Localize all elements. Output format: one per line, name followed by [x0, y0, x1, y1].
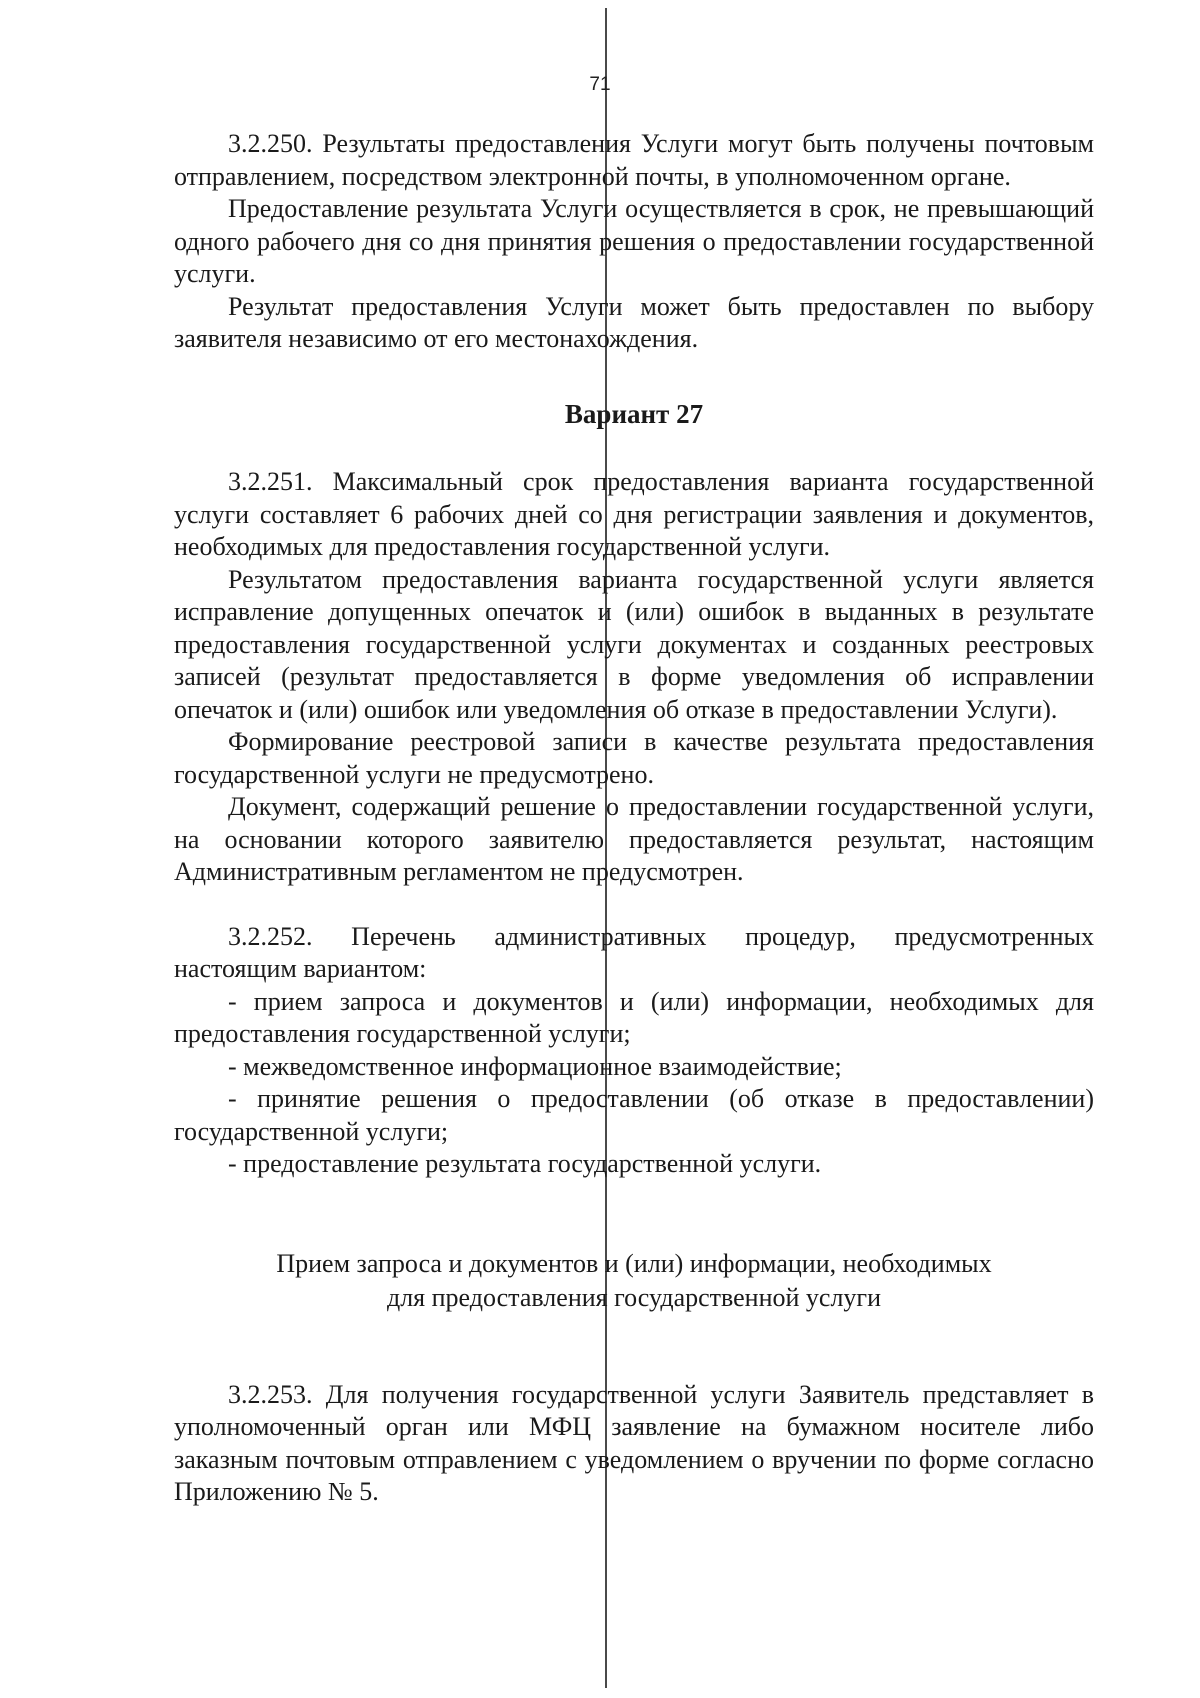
list-item: - принятие решения о предоставлении (об отказе в предоставлении) государственной услуги; [174, 1084, 1094, 1146]
page-number: 71 [589, 74, 611, 95]
subsection-heading-line-2: для предоставления государственной услуги [386, 1282, 882, 1312]
paragraph-result-term: Предоставление результата Услуги осуществляется в срок, не превышающий одного рабочего дня со дня принятия решения о предоставлении государственной услуги. [174, 194, 1094, 288]
list-item: - предоставление результата государственной услуги. [228, 1149, 822, 1178]
paragraph-registry-record: Формирование реестровой записи в качестве результата предоставления государственной услуги не предусмотрено. [174, 727, 1094, 789]
paragraph-3-2-251: 3.2.251. Максимальный срок предоставления варианта государственной услуги составляет 6 рабочих дней со дня регистрации заявления и документов, необходимых для предоставления государственной услуги. [174, 467, 1094, 561]
paragraph-result-choice: Результат предоставления Услуги может быть предоставлен по выбору заявителя независимо от его местонахождения. [174, 291, 1094, 353]
variant-heading: Вариант 27 [564, 398, 704, 429]
document-body [174, 128, 1094, 1509]
paragraph-variant-result: Результатом предоставления варианта государственной услуги является исправление допущенных опечаток и (или) ошибок в выданных в результате предоставления государственной услуги документах и созданных реестровых записей (результат предоставляется в форме уведомления об исправлении опечаток и (или) ошибок или уведомления об отказе в предоставлении Услуги). [174, 564, 1094, 724]
paragraph-decision-document: Документ, содержащий решение о предоставлении государственной услуги, на основании которого заявителю предоставляется результат, настоящим Административным регламентом не предусмотрен. [174, 792, 1094, 886]
subsection-heading-line-1: Прием запроса и документов и (или) информации, необходимых [276, 1248, 992, 1278]
list-item: - прием запроса и документов и (или) информации, необходимых для предоставления государственной услуги; [174, 986, 1094, 1048]
paragraph-3-2-253: 3.2.253. Для получения государственной услуги Заявитель представляет в уполномоченный орган или МФЦ заявление на бумажном носителе либо заказным почтовым отправлением с уведомлением о вручении по форме согласно Приложению № 5. [174, 1379, 1094, 1506]
list-item: - межведомственное информационное взаимодействие; [228, 1051, 842, 1081]
subsection-heading [234, 1247, 1034, 1315]
paragraph-3-2-250: 3.2.250. Результаты предоставления Услуги могут быть получены почтовым отправлением, посредством электронной почты, в уполномоченном органе. [174, 129, 1094, 191]
spacer [174, 889, 1094, 921]
paragraph-3-2-252: 3.2.252. Перечень административных процедур, предусмотренных настоящим вариантом: [174, 921, 1094, 983]
